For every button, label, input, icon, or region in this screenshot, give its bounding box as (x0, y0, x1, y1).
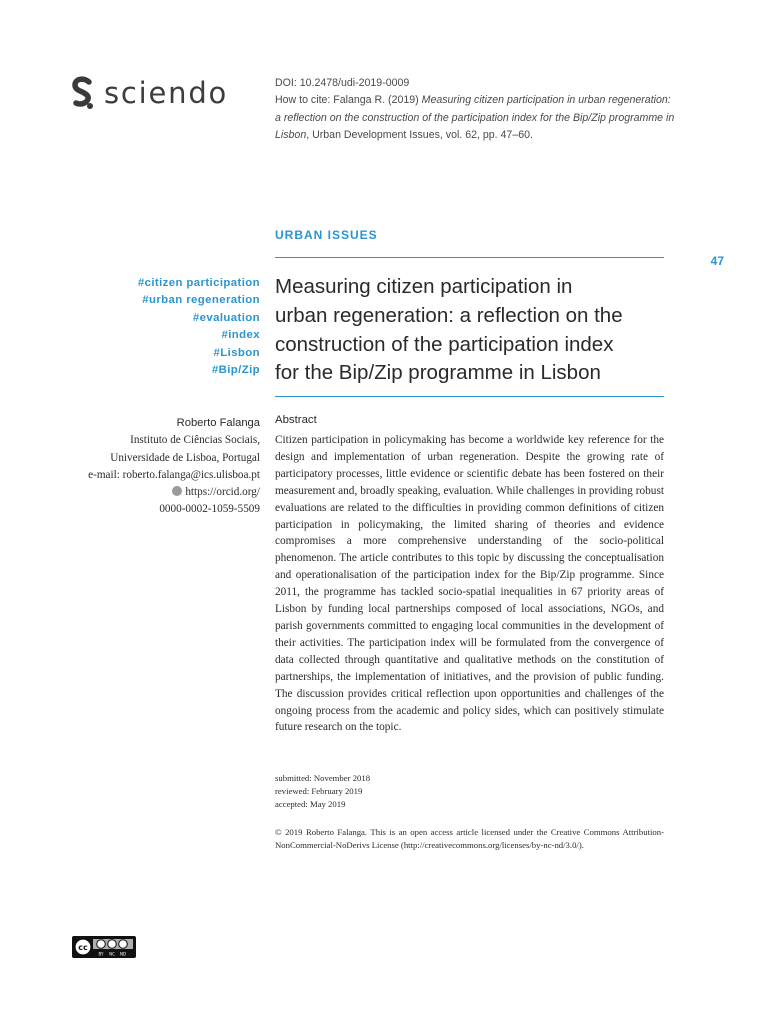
cite-article-title: Measuring citizen participation in urban regeneration: a reflection on the construction of the participation index for the Bip/Zip programme in Lisbon (275, 94, 675, 142)
keyword: #index (221, 329, 260, 342)
title-line: Measuring citizen participation in (275, 275, 573, 298)
cc-by-nc-nd-icon[interactable] (72, 936, 136, 958)
abstract-heading: Abstract (275, 414, 317, 426)
author-name: Roberto Falanga (176, 417, 260, 429)
cite-suffix: , Urban Development Issues, vol. 62, pp. 47–60. (306, 129, 533, 142)
reviewed-date: reviewed: February 2019 (275, 786, 363, 796)
page-number: 47 (710, 254, 724, 268)
license-text: © 2019 Roberto Falanga. This is an open access article licensed under the Creative Commons Attribution-NonCommercial-NoDerivs License (http://creativecommons.org/licenses/by-nc-nd/3.0/). (275, 827, 664, 851)
how-to-cite-prefix: How to cite: Falanga R. (2019) (275, 94, 422, 107)
cc-label: BY (98, 951, 104, 957)
orcid-icon (172, 486, 182, 496)
sciendo-mark-icon (72, 76, 94, 110)
top-divider (275, 257, 664, 258)
author-affiliation: Instituto de Ciências Sociais, (130, 434, 260, 447)
author-email[interactable]: e-mail: roberto.falanga@ics.ulisboa.pt (88, 468, 260, 481)
citation-block (275, 75, 675, 145)
sciendo-logo (72, 76, 228, 110)
section-label: URBAN ISSUES (275, 228, 378, 242)
keyword: #citizen participation (137, 277, 260, 289)
logo-text: sciendo (104, 76, 229, 110)
submitted-date: submitted: November 2018 (275, 773, 371, 783)
author-affiliation: Universidade de Lisboa, Portugal (110, 451, 260, 464)
keyword: #evaluation (192, 311, 260, 324)
title-line: urban regeneration: a reflection on the (275, 303, 623, 327)
cc-badge-graphic (73, 937, 135, 957)
keywords-list (80, 275, 260, 379)
doi[interactable]: DOI: 10.2478/udi-2019-0009 (275, 77, 410, 89)
author-orcid[interactable] (60, 484, 260, 501)
svg-text:cc: cc (78, 943, 88, 952)
cc-label: NC (109, 951, 115, 957)
keyword: #Lisbon (213, 346, 260, 359)
title-divider (275, 396, 664, 397)
how-to-cite (275, 92, 675, 144)
title-line: for the Bip/Zip programme in Lisbon (275, 361, 601, 385)
article-title (275, 273, 675, 388)
author-block (60, 415, 260, 519)
orcid-url-1[interactable]: https://orcid.org/ (185, 486, 260, 499)
orcid-url-2[interactable]: 0000-0002-1059-5509 (159, 503, 260, 516)
review-dates (275, 772, 575, 811)
cc-label: ND (119, 951, 127, 957)
keyword: #urban regeneration (142, 294, 260, 307)
keyword: #Bip/Zip (211, 364, 260, 377)
abstract-text: Citizen participation in policymaking has become a worldwide key reference for the design and implementation of urban regeneration. Despite the growing rate of participatory processes, little evidence or scientific debate has been fostered on their measurement and, broadly speaking, evaluation. While challenges in providing robust evaluations are related to the difficulties in providing common definitions of citizen participation in policymaking, the limited sharing of theories and evidence compromises a more comprehensive understanding of the socio-political phenomenon. The article contributes to this topic by discussing the conceptualisation and operationalisation of the participation index for the Bip/Zip programme. Since 2011, the programme has tackled socio-spatial inequalities in 67 priority areas of Lisbon by funding local partnerships composed of local associations, NGOs, and parish governments committed to engaging local communities in the development of their activities. The participation index will be formulated from the convergence of data collected through quantitative and qualitative methods on the constitution of partnerships, the implementation of initiatives, and the provision of public funding. The discussion provides critical reflection upon opportunities and challenges of the ongoing process from the academic and policy sides, which can positively stimulate future research on the topic. (275, 434, 664, 734)
title-line: construction of the participation index (275, 332, 614, 356)
accepted-date: accepted: May 2019 (275, 799, 346, 809)
